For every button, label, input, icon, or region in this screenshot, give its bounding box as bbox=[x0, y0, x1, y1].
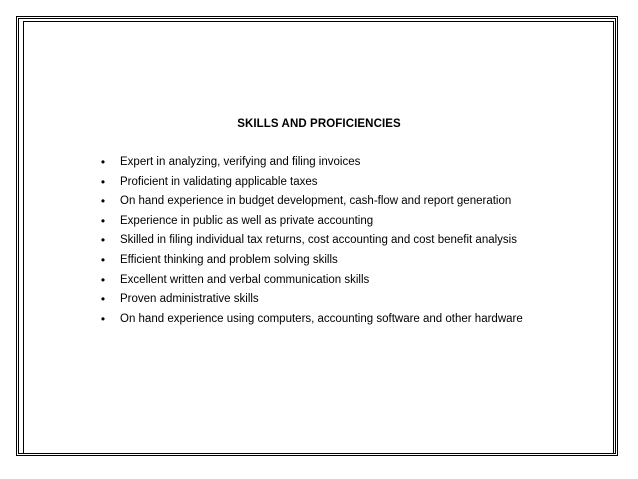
skill-text: Excellent written and verbal communication skills bbox=[120, 273, 370, 286]
bullet-icon: • bbox=[100, 311, 106, 326]
bullet-icon: • bbox=[100, 233, 106, 248]
skill-text: Experience in public as well as private accounting bbox=[120, 214, 374, 227]
bullet-icon: • bbox=[100, 213, 106, 228]
section-heading bbox=[0, 118, 638, 130]
skill-item bbox=[98, 231, 523, 251]
skill-item bbox=[98, 271, 523, 291]
skill-item bbox=[98, 153, 523, 173]
skill-text: Proficient in validating applicable taxes bbox=[120, 175, 318, 188]
skill-item bbox=[98, 310, 523, 330]
skill-item bbox=[98, 173, 523, 193]
bullet-icon: • bbox=[100, 194, 106, 209]
skill-item bbox=[98, 251, 523, 271]
skills-list bbox=[98, 153, 523, 329]
skill-text: Efficient thinking and problem solving skills bbox=[120, 253, 338, 266]
bullet-icon: • bbox=[100, 155, 106, 169]
bullet-icon: • bbox=[100, 292, 106, 307]
bullet-icon: • bbox=[100, 174, 106, 189]
skill-item bbox=[98, 212, 523, 232]
skill-item bbox=[98, 290, 523, 310]
bullet-icon: • bbox=[100, 252, 106, 267]
skill-text: Skilled in filing individual tax returns, cost accounting and cost benefit analysis bbox=[120, 234, 517, 247]
skill-item bbox=[98, 192, 523, 212]
skill-text: On hand experience in budget development, cash-flow and report generation bbox=[120, 195, 512, 208]
skill-text: On hand experience using computers, accounting software and other hardware bbox=[120, 312, 523, 325]
bullet-icon: • bbox=[100, 272, 106, 287]
skill-text: Proven administrative skills bbox=[120, 293, 259, 306]
section-heading-text: SKILLS AND PROFICIENCIES bbox=[237, 118, 401, 130]
skill-text: Expert in analyzing, verifying and filing invoices bbox=[120, 156, 361, 168]
